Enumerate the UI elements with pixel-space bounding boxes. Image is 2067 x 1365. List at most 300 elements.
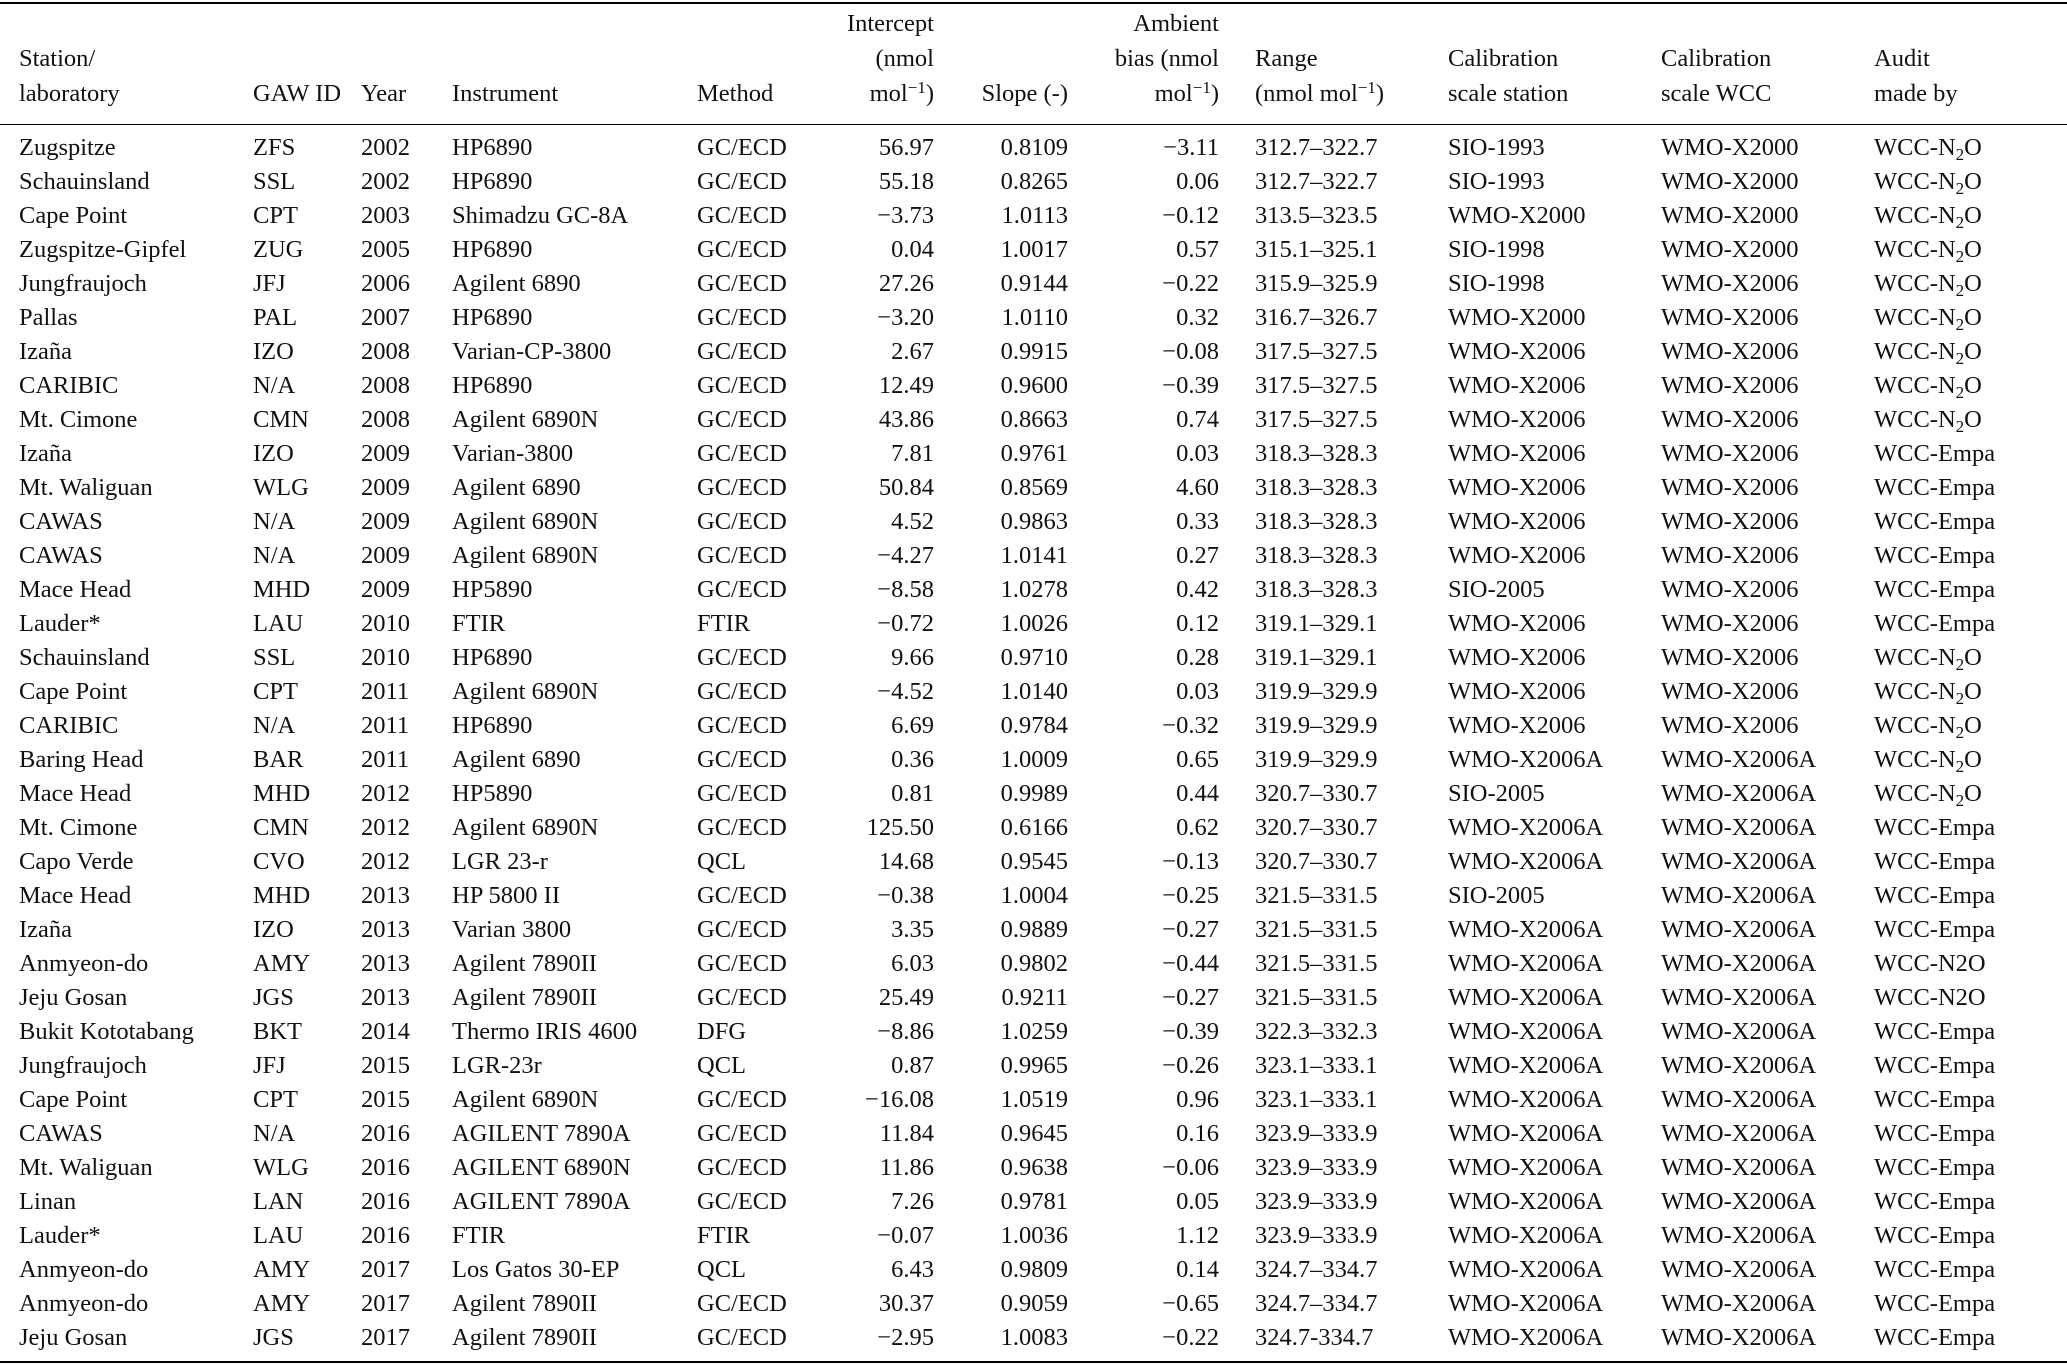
table-row bbox=[0, 1117, 2067, 1151]
cell-audit: WCC-Empa bbox=[1874, 1324, 1996, 1351]
table-row bbox=[0, 301, 2067, 335]
table-row bbox=[0, 471, 2067, 505]
cell-station: Jungfraujoch bbox=[19, 270, 147, 297]
cell-audit: WCC-$N_2O$ bbox=[1874, 168, 1982, 198]
cell-cal-wcc: WMO-X2006 bbox=[1661, 304, 1799, 331]
cell-range: 317.5–327.5 bbox=[1255, 372, 1378, 399]
cell-ambient-bias: −0.32 bbox=[1162, 712, 1219, 739]
cell-cal-wcc: WMO-X2006A bbox=[1661, 950, 1817, 977]
cell-instrument: Agilent 6890N bbox=[452, 406, 599, 433]
cell-range: 320.7–330.7 bbox=[1255, 780, 1378, 807]
cell-audit: WCC-$N_2O$ bbox=[1874, 644, 1982, 674]
cell-station: Schauinsland bbox=[19, 644, 150, 671]
cell-audit: WCC-Empa bbox=[1874, 1290, 1996, 1317]
table-row bbox=[0, 1219, 2067, 1253]
cell-gaw-id: MHD bbox=[253, 780, 311, 807]
cell-method: GC/ECD bbox=[697, 134, 787, 161]
cell-intercept: 2.67 bbox=[891, 338, 934, 365]
cell-gaw-id: IZO bbox=[253, 916, 294, 943]
cell-station: Baring Head bbox=[19, 746, 144, 773]
cell-year: 2009 bbox=[361, 508, 410, 535]
header-ambient-line3: mol bbox=[1154, 80, 1193, 107]
cell-gaw-id: CPT bbox=[253, 678, 298, 705]
cell-method: DFG bbox=[697, 1018, 747, 1045]
cell-slope: 0.8569 bbox=[1000, 474, 1068, 501]
cell-range: 318.3–328.3 bbox=[1255, 542, 1378, 569]
cell-ambient-bias: −0.27 bbox=[1162, 916, 1219, 943]
cell-gaw-id: JFJ bbox=[253, 270, 286, 297]
cell-instrument: HP6890 bbox=[452, 168, 533, 195]
header-ambient-line2: bias (nmol bbox=[1114, 45, 1219, 72]
cell-slope: 1.0110 bbox=[1001, 304, 1068, 331]
cell-intercept: 6.69 bbox=[891, 712, 934, 739]
cell-slope: 1.0278 bbox=[1000, 576, 1068, 603]
cell-intercept: −3.20 bbox=[877, 304, 934, 331]
cell-cal-wcc: WMO-X2006 bbox=[1661, 712, 1799, 739]
cell-year: 2008 bbox=[361, 406, 410, 433]
cell-method: GC/ECD bbox=[697, 372, 787, 399]
cell-range: 320.7–330.7 bbox=[1255, 848, 1378, 875]
cell-slope: 1.0141 bbox=[1000, 542, 1068, 569]
cell-instrument: HP6890 bbox=[452, 712, 533, 739]
cell-ambient-bias: −0.39 bbox=[1162, 372, 1219, 399]
cell-audit: WCC-$N_2O$ bbox=[1874, 338, 1982, 368]
cell-cal-wcc: WMO-X2006A bbox=[1661, 882, 1817, 909]
cell-station: Mt. Waliguan bbox=[19, 474, 153, 501]
cell-slope: 1.0026 bbox=[1000, 610, 1068, 637]
cell-audit: WCC-$N_2O$ bbox=[1874, 678, 1982, 708]
cell-gaw-id: PAL bbox=[253, 304, 298, 331]
header-audit-line1: Audit bbox=[1874, 45, 1930, 72]
cell-cal-wcc: WMO-X2006 bbox=[1661, 678, 1799, 705]
cell-station: Izaña bbox=[19, 440, 73, 467]
cell-cal-wcc: WMO-X2006A bbox=[1661, 1154, 1817, 1181]
header-cal-wcc bbox=[1625, 0, 1838, 125]
cell-intercept: 43.86 bbox=[878, 406, 934, 433]
cell-audit: WCC-Empa bbox=[1874, 1018, 1996, 1045]
cell-station: Mace Head bbox=[19, 882, 132, 909]
cell-gaw-id: LAU bbox=[253, 610, 304, 637]
cell-cal-wcc: WMO-X2006 bbox=[1661, 542, 1799, 569]
cell-ambient-bias: −0.22 bbox=[1162, 270, 1219, 297]
header-gaw-id bbox=[253, 0, 361, 125]
cell-slope: 0.9600 bbox=[1000, 372, 1068, 399]
cell-year: 2009 bbox=[361, 576, 410, 603]
cell-instrument: Agilent 6890 bbox=[452, 270, 581, 297]
cell-cal-station: WMO-X2006A bbox=[1448, 814, 1604, 841]
cell-cal-wcc: WMO-X2006A bbox=[1661, 746, 1817, 773]
cell-intercept: −16.08 bbox=[865, 1086, 934, 1113]
cell-cal-wcc: WMO-X2006A bbox=[1661, 1086, 1817, 1113]
cell-method: GC/ECD bbox=[697, 440, 787, 467]
cell-gaw-id: IZO bbox=[253, 338, 294, 365]
cell-intercept: 0.87 bbox=[891, 1052, 934, 1079]
cell-instrument: Agilent 7890II bbox=[452, 1324, 597, 1351]
cell-ambient-bias: 0.12 bbox=[1176, 610, 1219, 637]
header-year bbox=[361, 0, 452, 125]
cell-intercept: −4.52 bbox=[877, 678, 934, 705]
cell-instrument: Agilent 6890N bbox=[452, 508, 599, 535]
cell-station: Jeju Gosan bbox=[19, 1324, 128, 1351]
cell-method: GC/ECD bbox=[697, 1120, 787, 1147]
cell-slope: 0.9781 bbox=[1000, 1188, 1068, 1215]
cell-range: 312.7–322.7 bbox=[1255, 168, 1378, 195]
table-row bbox=[0, 539, 2067, 573]
cell-cal-station: WMO-X2006 bbox=[1448, 508, 1586, 535]
cell-ambient-bias: 0.57 bbox=[1176, 236, 1219, 263]
table-row bbox=[0, 1015, 2067, 1049]
cell-year: 2009 bbox=[361, 542, 410, 569]
cell-cal-station: WMO-X2006A bbox=[1448, 1290, 1604, 1317]
cell-range: 323.9–333.9 bbox=[1255, 1154, 1378, 1181]
cell-ambient-bias: 0.32 bbox=[1176, 304, 1219, 331]
cell-gaw-id: WLG bbox=[253, 474, 309, 501]
cell-cal-station: WMO-X2006A bbox=[1448, 950, 1604, 977]
cell-range: 321.5–331.5 bbox=[1255, 950, 1378, 977]
header-range-close: ) bbox=[1375, 80, 1385, 107]
cell-ambient-bias: −0.26 bbox=[1162, 1052, 1219, 1079]
cell-range: 316.7–326.7 bbox=[1255, 304, 1378, 331]
cell-station: Zugspitze bbox=[19, 134, 116, 161]
table-row bbox=[0, 199, 2067, 233]
cell-intercept: −8.58 bbox=[877, 576, 934, 603]
cell-year: 2012 bbox=[361, 848, 410, 875]
cell-audit: WCC-Empa bbox=[1874, 1188, 1996, 1215]
cell-slope: 1.0017 bbox=[1000, 236, 1068, 263]
table-row bbox=[0, 125, 2067, 165]
cell-method: GC/ECD bbox=[697, 712, 787, 739]
cell-cal-wcc: WMO-X2006 bbox=[1661, 270, 1799, 297]
cell-gaw-id: AMY bbox=[253, 1256, 311, 1283]
cell-intercept: 6.03 bbox=[891, 950, 934, 977]
cell-cal-station: WMO-X2006 bbox=[1448, 406, 1586, 433]
table-row bbox=[0, 811, 2067, 845]
cell-gaw-id: CMN bbox=[253, 814, 309, 841]
cell-station: CAWAS bbox=[19, 508, 103, 535]
cell-slope: 0.9761 bbox=[1000, 440, 1068, 467]
header-year-text: Year bbox=[361, 80, 407, 107]
cell-cal-station: WMO-X2006 bbox=[1448, 610, 1586, 637]
cell-method: GC/ECD bbox=[697, 304, 787, 331]
cell-range: 322.3–332.3 bbox=[1255, 1018, 1378, 1045]
cell-station: Cape Point bbox=[19, 1086, 128, 1113]
cell-range: 317.5–327.5 bbox=[1255, 406, 1378, 433]
cell-station: Mt. Cimone bbox=[19, 406, 138, 433]
cell-ambient-bias: 0.44 bbox=[1176, 780, 1219, 807]
cell-cal-wcc: WMO-X2006 bbox=[1661, 406, 1799, 433]
cell-cal-station: WMO-X2006 bbox=[1448, 678, 1586, 705]
cell-cal-station: SIO-2005 bbox=[1448, 780, 1545, 807]
table-row bbox=[0, 607, 2067, 641]
cell-range: 323.1–333.1 bbox=[1255, 1052, 1378, 1079]
cell-range: 319.9–329.9 bbox=[1255, 746, 1378, 773]
cell-year: 2015 bbox=[361, 1086, 410, 1113]
cell-audit: WCC-Empa bbox=[1874, 508, 1996, 535]
cell-range: 318.3–328.3 bbox=[1255, 576, 1378, 603]
cell-intercept: 3.35 bbox=[891, 916, 934, 943]
cell-instrument: Varian 3800 bbox=[452, 916, 572, 943]
cell-audit: WCC-Empa bbox=[1874, 474, 1996, 501]
cell-audit: WCC-Empa bbox=[1874, 610, 1996, 637]
cell-audit: WCC-$N_2O$ bbox=[1874, 270, 1982, 300]
cell-method: GC/ECD bbox=[697, 406, 787, 433]
header-cal-station-line1: Calibration bbox=[1448, 45, 1559, 72]
cell-range: 319.9–329.9 bbox=[1255, 678, 1378, 705]
cell-year: 2013 bbox=[361, 950, 410, 977]
cell-audit: WCC-Empa bbox=[1874, 1154, 1996, 1181]
cell-cal-station: WMO-X2000 bbox=[1448, 304, 1586, 331]
cell-ambient-bias: 0.74 bbox=[1176, 406, 1219, 433]
table-row bbox=[0, 981, 2067, 1015]
cell-station: Pallas bbox=[19, 304, 78, 331]
cell-ambient-bias: 0.42 bbox=[1176, 576, 1219, 603]
cell-range: 319.1–329.1 bbox=[1255, 644, 1378, 671]
cell-range: 319.9–329.9 bbox=[1255, 712, 1378, 739]
cell-method: QCL bbox=[697, 1256, 746, 1283]
cell-method: GC/ECD bbox=[697, 576, 787, 603]
cell-cal-station: WMO-X2006 bbox=[1448, 542, 1586, 569]
cell-cal-station: SIO-1998 bbox=[1448, 270, 1545, 297]
cell-cal-station: WMO-X2006 bbox=[1448, 712, 1586, 739]
cell-audit: WCC-N2O bbox=[1874, 984, 1986, 1011]
header-cal-station bbox=[1412, 0, 1625, 125]
cell-gaw-id: JGS bbox=[253, 984, 294, 1011]
cell-gaw-id: BKT bbox=[253, 1018, 302, 1045]
cell-audit: WCC-N2O bbox=[1874, 950, 1986, 977]
header-ambient-bias bbox=[1068, 0, 1219, 125]
cell-gaw-id: IZO bbox=[253, 440, 294, 467]
cell-ambient-bias: −0.12 bbox=[1162, 202, 1219, 229]
cell-gaw-id: CPT bbox=[253, 202, 298, 229]
cell-gaw-id: ZUG bbox=[253, 236, 304, 263]
cell-cal-wcc: WMO-X2006A bbox=[1661, 780, 1817, 807]
header-range-sup: −1 bbox=[1357, 78, 1376, 97]
cell-cal-wcc: WMO-X2006 bbox=[1661, 610, 1799, 637]
cell-slope: 0.9545 bbox=[1000, 848, 1068, 875]
table-row bbox=[0, 573, 2067, 607]
cell-station: Capo Verde bbox=[19, 848, 134, 875]
cell-cal-station: WMO-X2006A bbox=[1448, 1086, 1604, 1113]
cell-gaw-id: AMY bbox=[253, 950, 311, 977]
cell-cal-wcc: WMO-X2000 bbox=[1661, 168, 1799, 195]
cell-range: 321.5–331.5 bbox=[1255, 984, 1378, 1011]
table-row bbox=[0, 1151, 2067, 1185]
cell-cal-station: WMO-X2006A bbox=[1448, 1120, 1604, 1147]
cell-instrument: Agilent 6890 bbox=[452, 474, 581, 501]
header-method bbox=[697, 0, 806, 125]
cell-slope: 0.6166 bbox=[1000, 814, 1068, 841]
cell-method: GC/ECD bbox=[697, 474, 787, 501]
table-row bbox=[0, 403, 2067, 437]
cell-cal-wcc: WMO-X2006A bbox=[1661, 984, 1817, 1011]
header-station-line2: laboratory bbox=[19, 80, 120, 107]
cell-station: CARIBIC bbox=[19, 372, 119, 399]
cell-intercept: 12.49 bbox=[878, 372, 934, 399]
cell-method: GC/ECD bbox=[697, 916, 787, 943]
cell-ambient-bias: 0.28 bbox=[1176, 644, 1219, 671]
cell-station: Linan bbox=[19, 1188, 77, 1215]
cell-audit: WCC-$N_2O$ bbox=[1874, 746, 1982, 776]
table-row bbox=[0, 233, 2067, 267]
cell-intercept: 25.49 bbox=[878, 984, 934, 1011]
cell-method: GC/ECD bbox=[697, 746, 787, 773]
cell-ambient-bias: 0.03 bbox=[1176, 678, 1219, 705]
cell-range: 323.9–333.9 bbox=[1255, 1222, 1378, 1249]
cell-cal-wcc: WMO-X2006A bbox=[1661, 848, 1817, 875]
cell-gaw-id: BAR bbox=[253, 746, 304, 773]
cell-method: QCL bbox=[697, 1052, 746, 1079]
cell-audit: WCC-$N_2O$ bbox=[1874, 236, 1982, 266]
cell-station: Jeju Gosan bbox=[19, 984, 128, 1011]
cell-range: 319.1–329.1 bbox=[1255, 610, 1378, 637]
cell-year: 2002 bbox=[361, 168, 410, 195]
table-row bbox=[0, 335, 2067, 369]
cell-ambient-bias: −0.44 bbox=[1162, 950, 1219, 977]
cell-instrument: Agilent 7890II bbox=[452, 1290, 597, 1317]
cell-instrument: LGR 23-r bbox=[452, 848, 548, 875]
bottom-rule bbox=[0, 1361, 2067, 1363]
cell-instrument: Varian-CP-3800 bbox=[452, 338, 612, 365]
cell-gaw-id: LAN bbox=[253, 1188, 304, 1215]
cell-cal-station: WMO-X2006A bbox=[1448, 1018, 1604, 1045]
header-slope-text: Slope (-) bbox=[981, 80, 1068, 107]
cell-cal-station: SIO-1998 bbox=[1448, 236, 1545, 263]
cell-method: GC/ECD bbox=[697, 950, 787, 977]
cell-slope: 0.8265 bbox=[1000, 168, 1068, 195]
cell-slope: 1.0259 bbox=[1000, 1018, 1068, 1045]
cell-instrument: Agilent 7890II bbox=[452, 984, 597, 1011]
cell-gaw-id: JGS bbox=[253, 1324, 294, 1351]
cell-audit: WCC-Empa bbox=[1874, 440, 1996, 467]
cell-method: GC/ECD bbox=[697, 270, 787, 297]
cell-range: 323.1–333.1 bbox=[1255, 1086, 1378, 1113]
cell-station: Izaña bbox=[19, 338, 73, 365]
cell-audit: WCC-Empa bbox=[1874, 542, 1996, 569]
cell-slope: 0.9638 bbox=[1000, 1154, 1068, 1181]
cell-method: FTIR bbox=[697, 1222, 751, 1249]
cell-instrument: HP6890 bbox=[452, 304, 533, 331]
header-ambient-line1: Ambient bbox=[1133, 10, 1219, 37]
cell-station: Izaña bbox=[19, 916, 73, 943]
cell-instrument: HP 5800 II bbox=[452, 882, 560, 909]
cell-slope: 1.0083 bbox=[1000, 1324, 1068, 1351]
cell-cal-station: WMO-X2006 bbox=[1448, 644, 1586, 671]
cell-instrument: Varian-3800 bbox=[452, 440, 574, 467]
cell-year: 2011 bbox=[361, 678, 410, 705]
cell-station: Anmyeon-do bbox=[19, 1256, 149, 1283]
cell-station: Mt. Waliguan bbox=[19, 1154, 153, 1181]
cell-range: 318.3–328.3 bbox=[1255, 508, 1378, 535]
table-row bbox=[0, 437, 2067, 471]
cell-gaw-id: N/A bbox=[253, 542, 296, 569]
cell-gaw-id: ZFS bbox=[253, 134, 296, 161]
cell-intercept: −2.95 bbox=[877, 1324, 934, 1351]
cell-cal-station: WMO-X2006A bbox=[1448, 1188, 1604, 1215]
cell-method: GC/ECD bbox=[697, 168, 787, 195]
cell-station: Schauinsland bbox=[19, 168, 150, 195]
cell-range: 320.7–330.7 bbox=[1255, 814, 1378, 841]
header-gaw-id-text: GAW ID bbox=[253, 80, 342, 107]
cell-slope: 0.9809 bbox=[1000, 1256, 1068, 1283]
cell-year: 2013 bbox=[361, 916, 410, 943]
cell-year: 2013 bbox=[361, 984, 410, 1011]
cell-range: 313.5–323.5 bbox=[1255, 202, 1378, 229]
cell-intercept: 11.84 bbox=[879, 1120, 934, 1147]
cell-cal-wcc: WMO-X2006 bbox=[1661, 440, 1799, 467]
cell-instrument: HP5890 bbox=[452, 780, 533, 807]
cell-method: GC/ECD bbox=[697, 678, 787, 705]
cell-cal-station: WMO-X2006A bbox=[1448, 984, 1604, 1011]
table-row bbox=[0, 845, 2067, 879]
cell-year: 2002 bbox=[361, 134, 410, 161]
cell-intercept: 7.81 bbox=[891, 440, 934, 467]
cell-cal-station: WMO-X2006A bbox=[1448, 1222, 1604, 1249]
cell-cal-station: WMO-X2006A bbox=[1448, 1256, 1604, 1283]
table-body bbox=[0, 125, 2067, 1355]
cell-station: CAWAS bbox=[19, 542, 103, 569]
table-row bbox=[0, 641, 2067, 675]
cell-range: 318.3–328.3 bbox=[1255, 440, 1378, 467]
cell-cal-wcc: WMO-X2006 bbox=[1661, 576, 1799, 603]
cell-range: 315.9–325.9 bbox=[1255, 270, 1378, 297]
cell-year: 2007 bbox=[361, 304, 410, 331]
cell-ambient-bias: −3.11 bbox=[1163, 134, 1219, 161]
table-row bbox=[0, 709, 2067, 743]
cell-cal-wcc: WMO-X2006A bbox=[1661, 1052, 1817, 1079]
cell-range: 318.3–328.3 bbox=[1255, 474, 1378, 501]
cell-method: GC/ECD bbox=[697, 1324, 787, 1351]
cell-slope: 0.9965 bbox=[1000, 1052, 1068, 1079]
header-range bbox=[1219, 0, 1412, 125]
header-ambient-sup: −1 bbox=[1192, 78, 1211, 97]
cell-cal-wcc: WMO-X2006A bbox=[1661, 1324, 1817, 1351]
cell-cal-wcc: WMO-X2006A bbox=[1661, 1018, 1817, 1045]
cell-year: 2010 bbox=[361, 610, 410, 637]
cell-intercept: 4.52 bbox=[891, 508, 934, 535]
cell-cal-wcc: WMO-X2006 bbox=[1661, 338, 1799, 365]
cell-intercept: 0.81 bbox=[891, 780, 934, 807]
header-range-line2: (nmol mol bbox=[1255, 80, 1358, 107]
cell-station: Cape Point bbox=[19, 678, 128, 705]
cell-audit: WCC-$N_2O$ bbox=[1874, 712, 1982, 742]
cell-year: 2005 bbox=[361, 236, 410, 263]
cell-audit: WCC-$N_2O$ bbox=[1874, 134, 1982, 164]
cell-intercept: 11.86 bbox=[879, 1154, 934, 1181]
cell-ambient-bias: 0.16 bbox=[1176, 1120, 1219, 1147]
cell-audit: WCC-Empa bbox=[1874, 1086, 1996, 1113]
cell-ambient-bias: 0.27 bbox=[1176, 542, 1219, 569]
header-cal-station-line2: scale station bbox=[1448, 80, 1569, 107]
cell-method: GC/ECD bbox=[697, 542, 787, 569]
cell-instrument: Agilent 6890 bbox=[452, 746, 581, 773]
cell-station: Bukit Kototabang bbox=[19, 1018, 194, 1045]
cell-instrument: Agilent 6890N bbox=[452, 542, 599, 569]
cell-instrument: Los Gatos 30-EP bbox=[452, 1256, 620, 1283]
cell-year: 2009 bbox=[361, 440, 410, 467]
cell-cal-station: WMO-X2006 bbox=[1448, 440, 1586, 467]
header-cal-wcc-line1: Calibration bbox=[1661, 45, 1772, 72]
cell-year: 2016 bbox=[361, 1120, 410, 1147]
cell-ambient-bias: 0.96 bbox=[1176, 1086, 1219, 1113]
cell-station: Anmyeon-do bbox=[19, 950, 149, 977]
cell-station: Cape Point bbox=[19, 202, 128, 229]
cell-slope: 1.0036 bbox=[1000, 1222, 1068, 1249]
cell-intercept: 6.43 bbox=[891, 1256, 934, 1283]
cell-intercept: 9.66 bbox=[891, 644, 934, 671]
cell-instrument: FTIR bbox=[452, 610, 506, 637]
table-row bbox=[0, 879, 2067, 913]
table-row bbox=[0, 1083, 2067, 1117]
